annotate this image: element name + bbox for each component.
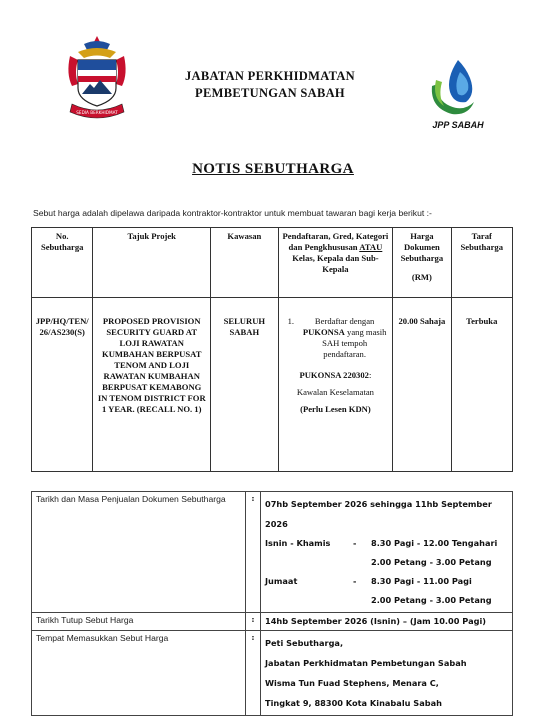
pukonsa-colon: : [368, 370, 372, 380]
header-kawasan: Kawasan [211, 228, 279, 298]
sale-value [261, 492, 513, 613]
place-label: Tempat Memasukkan Sebut Harga [32, 631, 246, 716]
sale-colon: : [246, 492, 261, 613]
cell-pendaftaran [278, 298, 393, 472]
place-line4: Tingkat 9, 88300 Kota Kinabalu Sabah [265, 698, 442, 708]
req-pukonsa: PUKONSA [302, 327, 345, 337]
intro-text: Sebut harga adalah dipelawa daripada kontraktor-kontraktor untuk membuat tawaran bagi kerja berikut :- [33, 208, 432, 218]
place-value [261, 631, 513, 716]
sale-schedule [265, 534, 497, 610]
cell-tajuk: PROPOSED PROVISION SECURITY GUARD AT LOJI RAWATAN KUMBAHAN BERPUSAT TENOM AND LOJI RAWATAN KUMBAHAN BERPUSAT KEMABONG IN TENOM DISTRICT FOR 1 YEAR. (RECALL NO. 1) [93, 298, 211, 472]
req-post: yang masih SAH tempoh pendaftaran. [322, 327, 387, 359]
schedule-day1-dash: - [353, 538, 357, 548]
header-harga-unit: (RM) [411, 272, 432, 282]
req-pre: Berdaftar dengan [314, 316, 375, 326]
cell-taraf: Terbuka [451, 298, 512, 472]
place-line3: Wisma Tun Fuad Stephens, Menara C, [265, 678, 439, 688]
header-pendaftaran-text1: Pendaftaran, Gred, Kategori dan Pengkhususan [282, 231, 389, 252]
info-table [31, 491, 513, 716]
header-pendaftaran [278, 228, 393, 298]
info-row-place [32, 631, 513, 716]
schedule-day1-slot1: 8.30 Pagi - 12.00 Tengahari [371, 538, 498, 548]
place-colon: : [246, 631, 261, 716]
cell-kawasan: SELURUH SABAH [211, 298, 279, 472]
header-no: No. Sebutharga [32, 228, 93, 298]
table-row [32, 298, 513, 472]
pukonsa-code: PUKONSA 220302 [299, 370, 369, 380]
schedule-row [265, 534, 497, 553]
header-taraf: Taraf Sebutharga [451, 228, 512, 298]
place-line1: Peti Sebutharga, [265, 638, 344, 648]
schedule-row [265, 572, 497, 591]
notice-title: NOTIS SEBUTHARGA [192, 161, 354, 177]
org-title-line2: PEMBETUNGAN SABAH [195, 86, 345, 100]
header-tajuk: Tajuk Projek [93, 228, 211, 298]
jpp-sabah-logo-text: JPP SABAH [432, 120, 484, 130]
schedule-day2-dash: - [353, 576, 357, 586]
req-number: 1. [287, 316, 295, 326]
cell-no: JPP/HQ/TEN/ 26/AS230(S) [32, 298, 93, 472]
close-colon: : [246, 613, 261, 631]
schedule-day2: Jumaat [265, 576, 298, 586]
header-pendaftaran-atau: ATAU [359, 242, 383, 252]
place-line2: Jabatan Perkhidmatan Pembetungan Sabah [265, 658, 467, 668]
header-harga-text: Harga Dokumen Sebutharga [400, 231, 444, 263]
lesen-text: (Perlu Lesen KDN) [300, 404, 371, 414]
schedule-day1: Isnin - Khamis [265, 538, 331, 548]
info-row-sale [32, 492, 513, 613]
org-title-line1: JABATAN PERKHIDMATAN [184, 69, 355, 83]
schedule-day1-slot2: 2.00 Petang - 3.00 Petang [371, 557, 492, 567]
header-pendaftaran-text2: Kelas, Kepala dan Sub-Kepala [292, 253, 379, 274]
organization-title [160, 68, 380, 102]
info-row-close [32, 613, 513, 631]
header-harga [393, 228, 451, 298]
jpp-sabah-logo [428, 58, 476, 118]
close-label: Tarikh Tutup Sebut Harga [32, 613, 246, 631]
sabah-crest-logo [64, 34, 130, 124]
schedule-row [265, 591, 497, 610]
schedule-row [265, 553, 497, 572]
close-value: 14hb September 2026 (Isnin) – (Jam 10.00 Pagi) [261, 613, 513, 631]
table-header-row [32, 228, 513, 298]
svg-text:SEDIA BERKHIDMAT: SEDIA BERKHIDMAT [76, 110, 118, 115]
sale-date-range: 07hb September 2026 sehingga 11hb September 2026 [265, 499, 492, 529]
kawalan-text: Kawalan Keselamatan [296, 387, 374, 397]
quotation-table [31, 227, 513, 472]
schedule-day2-slot2: 2.00 Petang - 3.00 Petang [371, 595, 492, 605]
sale-label: Tarikh dan Masa Penjualan Dokumen Sebutharga [32, 492, 246, 613]
schedule-day2-slot1: 8.30 Pagi - 11.00 Pagi [371, 576, 472, 586]
cell-harga: 20.00 Sahaja [393, 298, 451, 472]
